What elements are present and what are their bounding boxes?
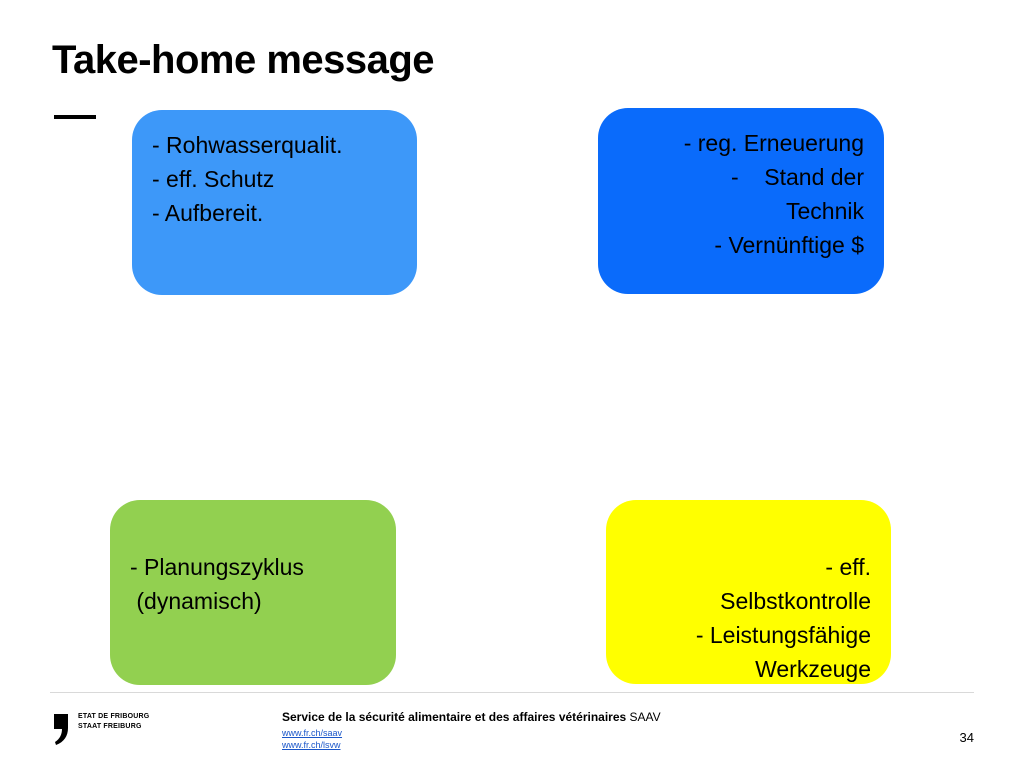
fribourg-comma-logo-icon: [52, 712, 70, 746]
box-selbstkontrolle: [606, 500, 891, 684]
box-line: - Planungszyklus: [130, 554, 304, 580]
service-full-name: Service de la sécurité alimentaire et des affaires vétérinaires: [282, 710, 627, 724]
box-line: Werkzeuge: [755, 656, 871, 682]
box-line: (dynamisch): [130, 588, 262, 614]
lsvw-link[interactable]: www.fr.ch/lsvw: [282, 740, 341, 750]
box-line: - Vernünftige $: [714, 232, 864, 258]
box-line: - eff.: [825, 554, 871, 580]
service-abbreviation: SAAV: [629, 710, 661, 724]
saav-link[interactable]: www.fr.ch/saav: [282, 728, 343, 738]
box-line: - Leistungsfähige: [695, 622, 871, 648]
box-line: - eff. Schutz: [152, 166, 275, 192]
title-underline: [54, 115, 96, 119]
box-line: - Stand der: [731, 164, 864, 190]
box-line: - reg. Erneuerung: [683, 130, 864, 156]
service-name: [282, 710, 661, 724]
state-logo-text: [78, 712, 149, 732]
page-number: 34: [959, 730, 974, 745]
box-line: - Aufbereit.: [152, 200, 264, 226]
box-erneuerung: [598, 108, 884, 294]
box-line: Technik: [786, 198, 864, 224]
box-line: - Rohwasserqualit.: [152, 132, 343, 158]
slide-title: Take-home message: [52, 38, 435, 82]
box-planungszyklus: [110, 500, 396, 685]
logo-line: ETAT DE FRIBOURG: [78, 713, 150, 720]
footer-links: [282, 727, 342, 751]
box-line: Selbstkontrolle: [720, 588, 871, 614]
box-rohwasser: [132, 110, 417, 295]
logo-line: STAAT FREIBURG: [78, 723, 142, 730]
footer-divider: [50, 692, 974, 693]
